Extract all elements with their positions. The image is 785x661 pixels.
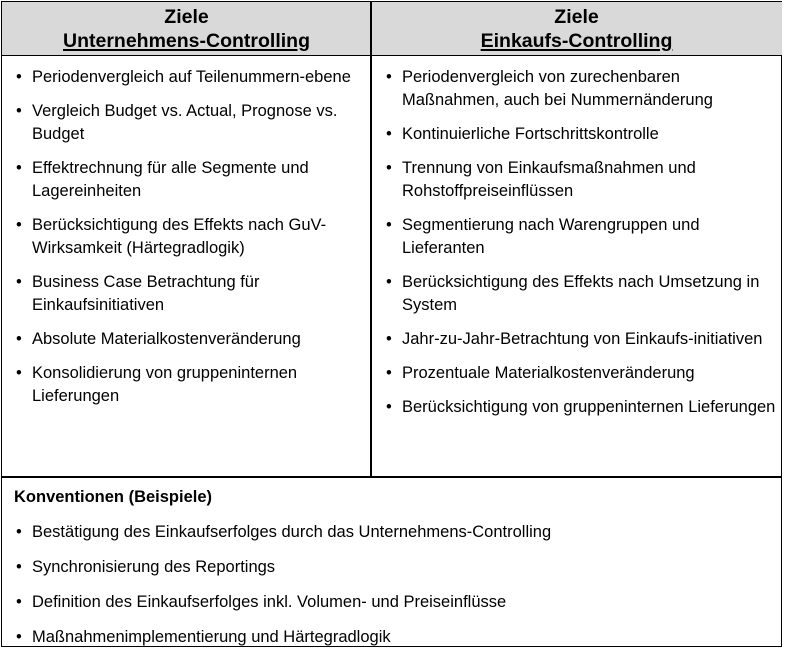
header-left-line1: Ziele [164,6,209,28]
list-item: • Bestätigung des Einkaufserfolges durch das Unternehmens-Controlling [14,521,774,544]
list-item: • Berücksichtigung von gruppeninternen Lieferungen [384,396,779,419]
right-goals-list [384,66,779,430]
list-item: • Definition des Einkaufserfolges inkl. Volumen- und Preiseinflüsse [14,591,774,614]
list-item: • Absolute Materialkostenveränderung [14,328,364,351]
list-item: • Vergleich Budget vs. Actual, Prognose vs. Budget [14,100,364,146]
header-left-line2: Unternehmens-Controlling [63,30,310,52]
list-item: • Periodenvergleich auf Teilenummern-ebene [14,66,364,89]
list-item: • Konsolidierung von gruppeninternen Lieferungen [14,362,364,408]
conventions-section [14,486,774,661]
list-item: • Maßnahmenimplementierung und Härtegradlogik [14,626,774,649]
list-item: • Berücksichtigung des Effekts nach Umsetzung in System [384,271,779,317]
list-item: • Periodenvergleich von zurechenbaren Maßnahmen, auch bei Nummernänderung [384,66,779,112]
list-item: • Kontinuierliche Fortschrittskontrolle [384,123,779,146]
list-item: • Segmentierung nach Warengruppen und Lieferanten [384,214,779,260]
header-right-line2: Einkaufs-Controlling [480,30,673,52]
list-item: • Jahr-zu-Jahr-Betrachtung von Einkaufs-initiativen [384,328,779,351]
section-divider [2,476,781,478]
list-item: • Prozentuale Materialkostenveränderung [384,362,779,385]
column-divider [370,2,372,476]
list-item: • Trennung von Einkaufsmaßnahmen und Rohstoffpreiseinflüssen [384,157,779,203]
header-unternehmens-controlling [2,2,371,56]
header-right-line1: Ziele [554,6,599,28]
list-item: • Synchronisierung des Reportings [14,556,774,579]
header-einkaufs-controlling [371,2,782,56]
list-item: • Berücksichtigung des Effekts nach GuV-Wirksamkeit (Härtegradlogik) [14,214,364,260]
left-goals-list [14,66,364,419]
goals-table [1,1,782,647]
conventions-title: Konventionen (Beispiele) [14,488,213,506]
list-item: • Effektrechnung für alle Segmente und Lagereinheiten [14,157,364,203]
list-item: • Business Case Betrachtung für Einkaufsinitiativen [14,271,364,317]
